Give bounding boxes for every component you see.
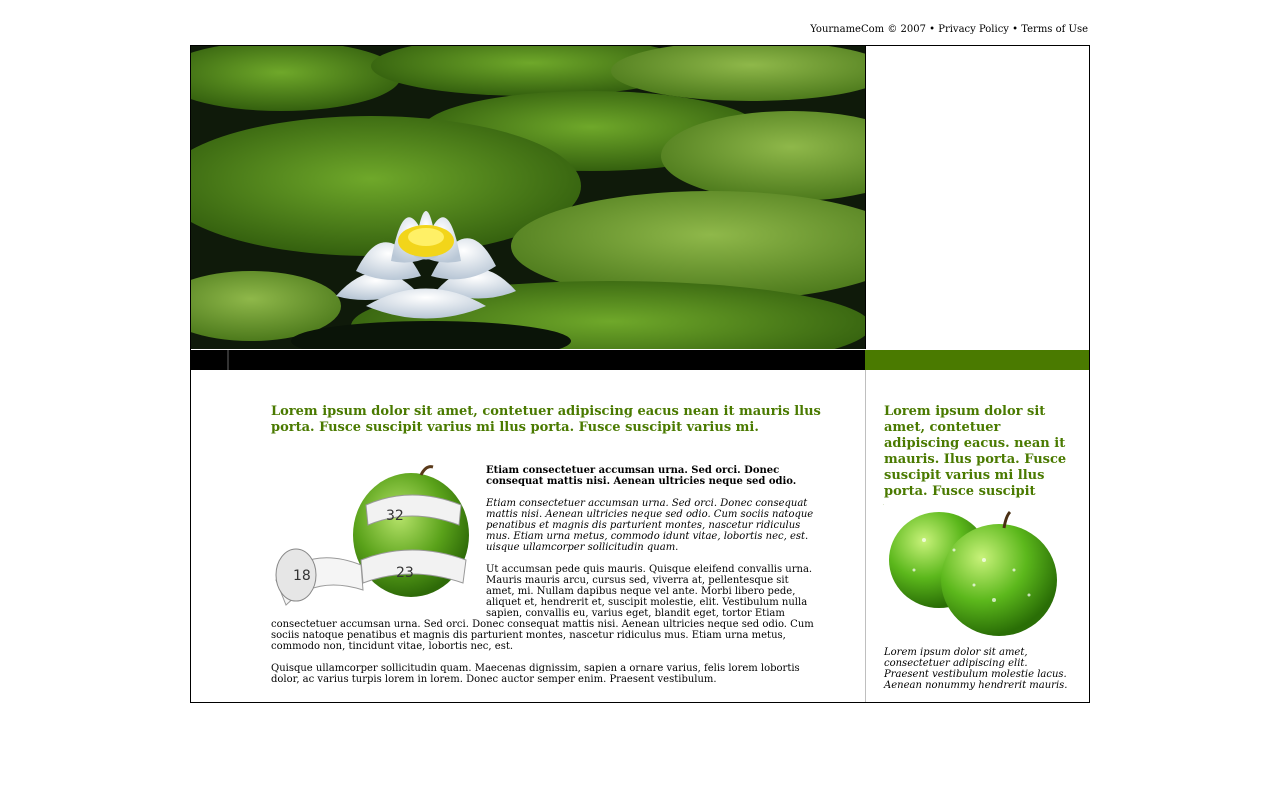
side-accent-bar (865, 350, 1089, 370)
main-headline: Lorem ipsum dolor sit amet, contetuer adipiscing eacus nean it mauris llus porta. Fusce suscipit varius mi llus porta. Fusce suscipit varius mi. (271, 404, 821, 435)
main-content (191, 370, 866, 702)
navigation-bar (191, 350, 865, 370)
sidebar-headline: Lorem ipsum dolor sit amet, contetuer adipiscing eacus. nean it mauris. Ilus porta. Fusce suscipit varius mi llus porta. Fusce suscipit (884, 404, 1067, 499)
sidebar-caption: Lorem ipsum dolor sit amet, consectetuer adipiscing elit. Praesent vestibulum molestie lacus. Aenean nonummy hendrerit mauris. (884, 647, 1068, 691)
copyright-text: YournameCom © 2007 (810, 24, 926, 35)
main-article (271, 465, 816, 696)
water-lily-picture (191, 46, 865, 349)
article-lead: Etiam consectetuer accumsan urna. Sed orci. Donec consequat mattis nisi. Aenean ultricies neque sed odio. (486, 465, 797, 487)
sidebar (866, 370, 1089, 702)
hero-side-panel (866, 46, 1089, 349)
header-links (190, 24, 1088, 35)
article-paragraph: Quisque ullamcorper sollicitudin quam. Maecenas dignissim, sapien a ornare varius, felis lorem lobortis dolor, ac varius turpis lorem in lorem. Donec auctor semper enim. Praesent vestibulum. (271, 663, 800, 685)
page-frame (190, 45, 1090, 703)
article-italic-paragraph: Etiam consectetuer accumsan urna. Sed orci. Donec consequat mattis nisi. Aenean ultricies neque sed odio. Cum sociis natoque penatibus et magnis dis parturient montes, nascetur ridiculus mus. Etiam urna metus, commodo idunt vitae, lobortis nec, est. uisque ullamcorper sollicitudin quam. (486, 498, 814, 553)
privacy-policy-link[interactable]: Privacy Policy (938, 24, 1009, 35)
svg-text:32: 32 (386, 508, 404, 524)
separator: • (925, 24, 939, 35)
nav-divider (227, 350, 229, 370)
apple-measuring-tape-image (271, 465, 476, 615)
hero-image-water-lily (191, 46, 866, 349)
green-apples-image (884, 500, 1064, 640)
svg-text:18: 18 (293, 568, 311, 584)
svg-text:23: 23 (396, 565, 414, 581)
article-paragraph: Ut accumsan pede quis mauris. Quisque eleifend convallis urna. Mauris mauris arcu, cursus sed, viverra at, pellentesque sit amet, mi. Nullam dapibus neque vel ante. Morbi libero pede, aliquet et, hendrerit et, suscipit molestie, elit. Vestibulum nulla sapien, convallis eu, varius eget, blandit eget, tortor Etiam consectetuer accumsan urna. Sed orci. Donec consequat mattis nisi. Aenean ultricies neque sed odio. Cum sociis natoque penatibus et magnis dis parturient montes, nascetur ridiculus mus. Etiam urna metus, commodo non, tincidunt vitae, lobortis nec, est. (271, 564, 814, 652)
separator: • (1008, 24, 1022, 35)
terms-of-use-link[interactable]: Terms of Use (1021, 24, 1088, 35)
